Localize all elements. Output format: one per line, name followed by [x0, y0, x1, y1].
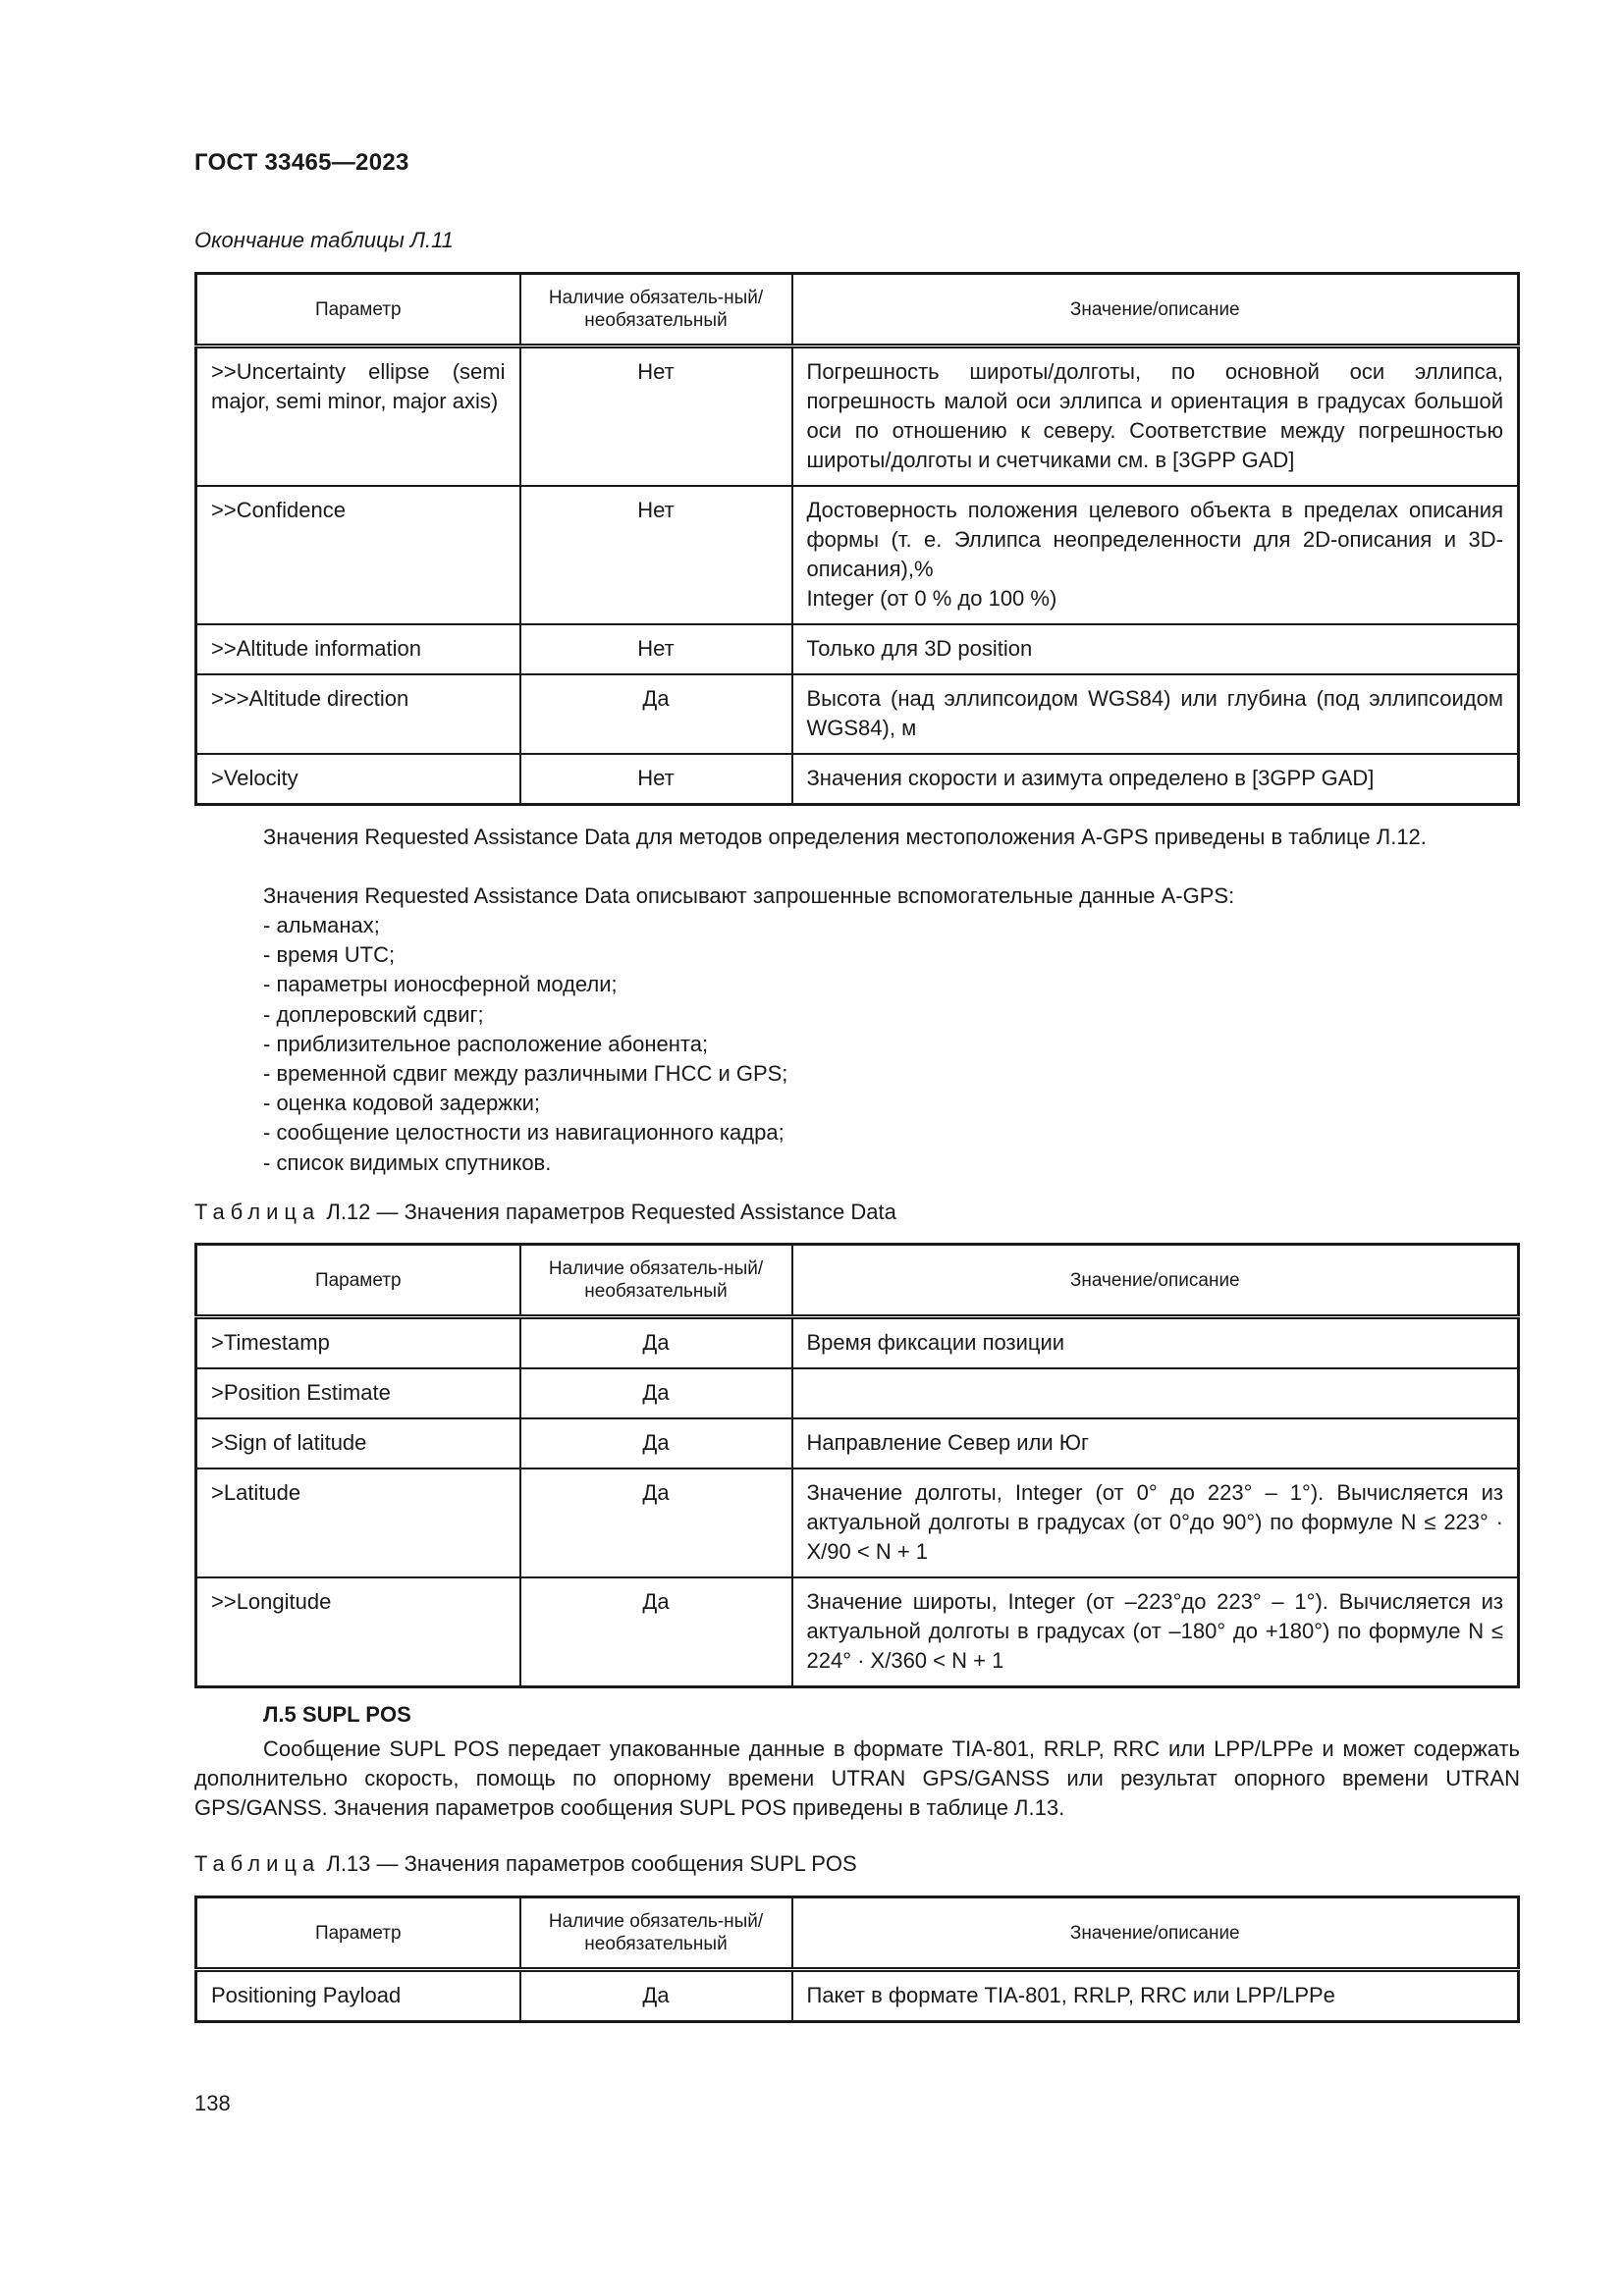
cell-parameter: >>Confidence	[196, 486, 520, 624]
table-row	[196, 486, 1519, 624]
description-range: Integer (от 0 % до 100 %)	[806, 586, 1057, 611]
cell-parameter: >>Uncertainty ellipse (semi major, semi minor, major axis)	[196, 347, 520, 487]
table-title-prefix: Таблица	[194, 1851, 321, 1876]
list-item: - параметры ионосферной модели;	[263, 972, 618, 997]
cell-description: Только для 3D position	[792, 624, 1519, 674]
table-l13	[194, 1896, 1520, 2023]
cell-mandatory: Да	[520, 1970, 792, 2022]
cell-parameter: >>Longitude	[196, 1577, 520, 1687]
cell-description: Пакет в формате TIA-801, RRLP, RRC или LPP/LPPe	[792, 1970, 1519, 2022]
list-item: - временной сдвиг между различными ГНСС и GPS;	[263, 1061, 788, 1087]
cell-mandatory: Нет	[520, 347, 792, 487]
cell-parameter: Positioning Payload	[196, 1970, 520, 2022]
cell-description: Высота (над эллипсоидом WGS84) или глубина (под эллипсоидом WGS84), м	[792, 674, 1519, 754]
list-item: - приблизительное расположение абонента;	[263, 1031, 709, 1056]
assistance-data-list	[263, 911, 787, 1178]
column-header-mandatory: Наличие обязатель-ный/необязательный	[520, 274, 792, 347]
table-row	[196, 1317, 1519, 1369]
column-header-description: Значение/описание	[792, 1245, 1519, 1317]
table-l12-title	[194, 1200, 896, 1225]
cell-mandatory: Да	[520, 1317, 792, 1369]
page-number: 138	[194, 2091, 231, 2115]
table-l12	[194, 1243, 1520, 1688]
table-title-text: Л.12 — Значения параметров Requested Assistance Data	[320, 1200, 896, 1224]
cell-description	[792, 486, 1519, 624]
cell-parameter: >Position Estimate	[196, 1368, 520, 1418]
column-header-description: Значение/описание	[792, 1897, 1519, 1970]
paragraph-assistance-intro: Значения Requested Assistance Data для методов определения местоположения A-GPS приведены в таблице Л.12.	[263, 825, 1427, 849]
table-header-row	[196, 274, 1519, 347]
list-item: - время UTC;	[263, 942, 396, 968]
cell-mandatory: Да	[520, 1418, 792, 1468]
table-row	[196, 1468, 1519, 1577]
column-header-mandatory: Наличие обязатель-ный/необязательный	[520, 1245, 792, 1317]
cell-mandatory: Да	[520, 1577, 792, 1687]
table-title-text: Л.13 — Значения параметров сообщения SUPL POS	[320, 1851, 857, 1876]
cell-description: Значение долготы, Integer (от 0° до 223° – 1°). Вычисляется из актуальной долготы в градусах (от 0°до 90°) по формуле N ≤ 223° · X/90 < N + 1	[792, 1468, 1519, 1577]
description-text: Достоверность положения целевого объекта в пределах описания формы (т. е. Эллипса неопределенности для 2D-описания и 3D-описания),%	[806, 498, 1503, 581]
cell-mandatory: Да	[520, 1368, 792, 1418]
cell-mandatory: Нет	[520, 624, 792, 674]
section-heading: Л.5 SUPL POS	[263, 1702, 411, 1727]
column-header-parameter: Параметр	[196, 274, 520, 347]
cell-parameter: >Sign of latitude	[196, 1418, 520, 1468]
cell-mandatory: Да	[520, 1468, 792, 1577]
list-item: - альманах;	[263, 913, 380, 937]
cell-description: Направление Север или Юг	[792, 1418, 1519, 1468]
table-row	[196, 624, 1519, 674]
column-header-mandatory: Наличие обязатель-ный/необязательный	[520, 1897, 792, 1970]
list-item: - оценка кодовой задержки;	[263, 1091, 541, 1116]
table-row	[196, 1368, 1519, 1418]
paragraph-assistance-list-intro: Значения Requested Assistance Data описывают запрошенные вспомогательные данные A-GPS:	[263, 883, 1235, 908]
table-row	[196, 674, 1519, 754]
paragraph-supl-pos: Сообщение SUPL POS передает упакованные данные в формате TIA-801, RRLP, RRC или LPP/LPPe и может содержать дополнительно скорость, помощь по опорному времени UTRAN GPS/GANSS или результат опорного времени UTRAN GPS/GANSS. Значения параметров сообщения SUPL POS приведены в таблице Л.13.	[194, 1736, 1520, 1820]
cell-parameter: >>>Altitude direction	[196, 674, 520, 754]
cell-parameter: >Latitude	[196, 1468, 520, 1577]
cell-mandatory: Нет	[520, 486, 792, 624]
table-l13-title	[194, 1851, 857, 1877]
cell-parameter: >Timestamp	[196, 1317, 520, 1369]
table-row	[196, 1418, 1519, 1468]
list-item: - сообщение целостности из навигационного кадра;	[263, 1120, 785, 1146]
table-row	[196, 1577, 1519, 1687]
table-title-prefix: Таблица	[194, 1200, 321, 1224]
cell-description: Погрешность широты/долготы, по основной оси эллипса, погрешность малой оси эллипса и ориентация в градусах большой оси по отношению к северу. Соответствие между погрешностью широты/долготы и счетчиками см. в [3GPP GAD]	[792, 347, 1519, 487]
column-header-parameter: Параметр	[196, 1897, 520, 1970]
table-header-row	[196, 1897, 1519, 1970]
table-row	[196, 1970, 1519, 2022]
document-id-header: ГОСТ 33465—2023	[194, 149, 409, 176]
cell-description: Время фиксации позиции	[792, 1317, 1519, 1369]
cell-mandatory: Нет	[520, 754, 792, 805]
table-l11-end	[194, 272, 1520, 806]
cell-parameter: >>Altitude information	[196, 624, 520, 674]
cell-description: Значение широты, Integer (от –223°до 223° – 1°). Вычисляется из актуальной долготы в градусах (от –180° до +180°) по формуле N ≤ 224° · X/360 < N + 1	[792, 1577, 1519, 1687]
column-header-description: Значение/описание	[792, 274, 1519, 347]
list-item: - доплеровский сдвиг;	[263, 1001, 484, 1027]
table-row	[196, 347, 1519, 487]
list-item: - список видимых спутников.	[263, 1149, 552, 1175]
table-continuation-caption: Окончание таблицы Л.11	[194, 228, 454, 252]
column-header-parameter: Параметр	[196, 1245, 520, 1317]
table-header-row	[196, 1245, 1519, 1317]
cell-description	[792, 1368, 1519, 1418]
table-row	[196, 754, 1519, 805]
cell-description: Значения скорости и азимута определено в [3GPP GAD]	[792, 754, 1519, 805]
cell-parameter: >Velocity	[196, 754, 520, 805]
cell-mandatory: Да	[520, 674, 792, 754]
